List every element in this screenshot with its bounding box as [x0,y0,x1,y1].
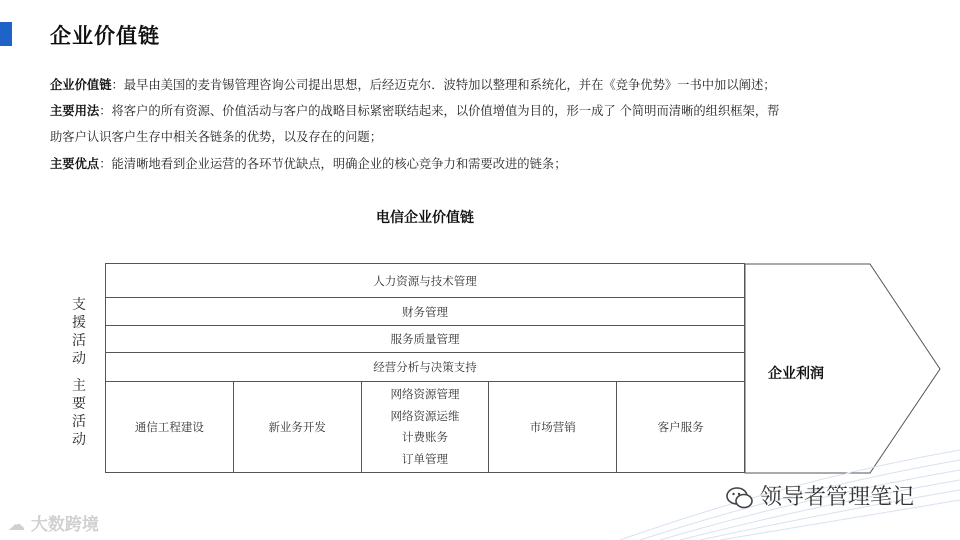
definition-label: 企业价值链 [50,78,112,92]
wechat-account-name: 领导者管理笔记 [760,485,915,510]
support-activity-service-quality: 服务质量管理 [106,326,744,353]
page-title: 企业价值链 [50,24,160,48]
network-item: 网络资源运维 [390,408,460,423]
primary-activity-network [362,382,490,472]
network-item: 网络资源管理 [390,387,460,401]
primary-activity-customer-service: 客户服务 [657,420,704,434]
watermark-text: 大数跨境 [30,515,99,535]
definition-text: ：最早由美国的麦肯锡管理咨询公司提出思想，后经迈克尔．波特加以整理和系统化，并在《竞争优势》一书中加以阐述； [111,78,776,92]
advantages-text: ：能清晰地看到企业运营的各环节优缺点，明确企业的核心竞争力和需要改进的链条； [99,157,567,171]
watermark-logo-icon: ☁ [8,515,25,535]
advantages-label: 主要优点 [50,157,100,171]
support-activity-hr-tech: 人力资源与技术管理 [106,264,744,298]
intro-paragraph-definition [50,74,776,96]
primary-activity-marketing: 市场营销 [489,382,617,472]
watermark [8,510,99,535]
profit-label: 企业利润 [768,366,824,382]
network-item: 订单管理 [401,451,448,466]
usage-label: 主要用法 [50,104,100,118]
primary-activity-new-business: 新业务开发 [234,382,362,472]
network-item: 计费账务 [401,430,448,444]
support-activities-label: 支援活动 [72,297,86,367]
intro-paragraph-advantages [50,153,567,175]
title-accent-bar [0,22,12,46]
wechat-icon [726,486,754,510]
wechat-account-label [726,480,914,511]
usage-text: ：将客户的所有资源、价值活动与客户的战略目标紧密联结起来，以价值增值为目的，形一成了 个简明而清晰的组织框架，帮 [99,104,780,118]
support-activity-analysis: 经营分析与决策支持 [106,353,744,382]
primary-activity-engineering: 通信工程建设 [106,382,234,472]
diagram-title: 电信企业价值链 [376,210,474,226]
intro-paragraph-usage [50,100,779,122]
support-activity-finance: 财务管理 [106,298,744,326]
intro-paragraph-usage-cont: 助客户认识客户生存中相关各链条的优势，以及存在的问题； [50,130,383,144]
primary-activities-label: 主要活动 [72,378,86,448]
